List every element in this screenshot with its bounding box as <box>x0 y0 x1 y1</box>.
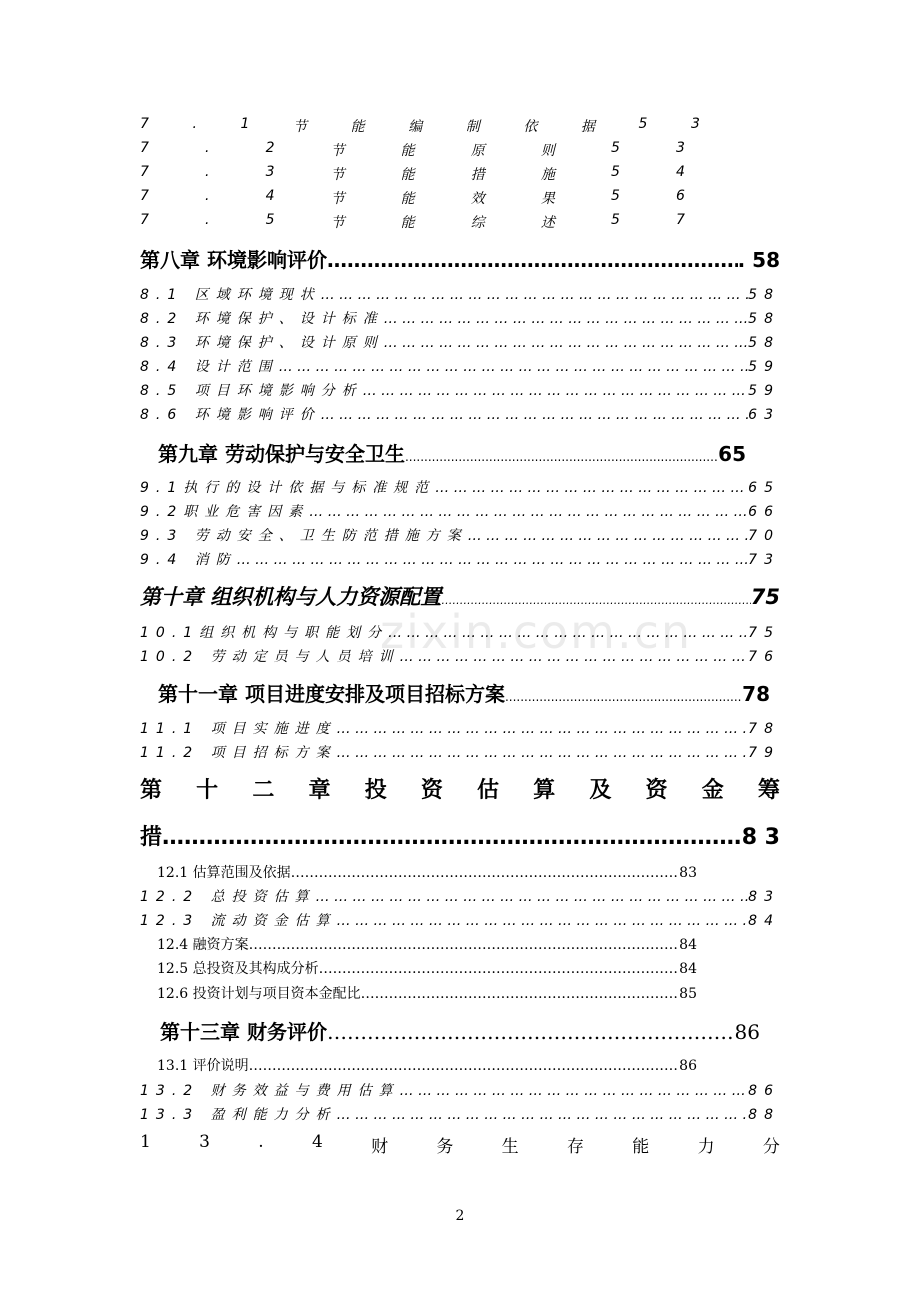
heading-char: 金 <box>701 778 724 803</box>
toc-item-page: 86 <box>748 1083 780 1099</box>
toc-item-page: 58 <box>748 335 780 351</box>
toc-item-page: 70 <box>748 528 780 544</box>
toc-char: 7 <box>140 164 149 180</box>
leader-dots <box>435 480 748 496</box>
toc-item-label: 8.5 项目环境影响分析 <box>140 383 363 399</box>
leader-dots <box>384 311 748 327</box>
toc-item-page: 84 <box>679 961 697 977</box>
toc-char: 果 <box>540 191 555 207</box>
leader-dots <box>316 889 749 905</box>
toc-item[interactable] <box>140 284 780 304</box>
toc-item-label: 9.3 劳动安全、卫生防范措施方案 <box>140 528 468 544</box>
toc-char: 原 <box>470 143 485 159</box>
toc-item-label: 13.2 财务效益与费用估算 <box>140 1083 400 1099</box>
leader-dots <box>505 682 742 706</box>
toc-item[interactable] <box>157 983 697 1003</box>
toc-item-page: 58 <box>748 311 780 327</box>
toc-item[interactable] <box>140 549 780 569</box>
toc-char: 1 <box>240 116 250 132</box>
leader-dots <box>337 721 749 737</box>
toc-char: 措 <box>470 167 485 183</box>
toc-page-digit: 7 <box>675 212 685 228</box>
toc-item-label: 12.4 融资方案 <box>157 937 249 953</box>
toc-item-label: 13.3 盈利能力分析 <box>140 1107 337 1123</box>
heading-char: 能 <box>632 1137 650 1157</box>
toc-item-label: 13.1 评价说明 <box>157 1058 249 1074</box>
chapter-page: 8 3 <box>741 825 780 850</box>
leader-dots <box>337 745 749 761</box>
leader-dots <box>309 504 748 520</box>
heading-char: 筹 <box>757 778 780 803</box>
leader-dots <box>162 825 742 850</box>
toc-item[interactable] <box>140 742 780 762</box>
leader-dots <box>337 1107 749 1123</box>
leader-dots <box>400 1083 749 1099</box>
leader-dots <box>321 287 748 303</box>
toc-item[interactable] <box>140 501 780 521</box>
leader-dots <box>363 383 748 399</box>
leader-dots <box>249 1058 680 1074</box>
toc-char: . <box>192 116 197 132</box>
toc-char: 据 <box>580 119 595 135</box>
leader-dots <box>337 913 749 929</box>
chapter-title: 第十三章 财务评价 <box>160 1020 327 1044</box>
watermark: zixin.com.cn <box>380 605 693 659</box>
toc-item[interactable] <box>140 910 780 930</box>
toc-item[interactable] <box>140 332 780 352</box>
toc-char: 能 <box>400 191 415 207</box>
heading-char: 资 <box>420 778 443 803</box>
toc-item[interactable] <box>140 1080 780 1100</box>
toc-item-page: 84 <box>748 913 780 929</box>
leader-dots <box>468 528 748 544</box>
chapter-8-heading[interactable] <box>140 244 780 273</box>
heading-char: 投 <box>364 778 387 803</box>
toc-item-page: 88 <box>748 1107 780 1123</box>
section-13-4-line[interactable] <box>140 1132 780 1157</box>
toc-item[interactable] <box>140 1104 780 1124</box>
toc-item-7-3[interactable] <box>140 164 685 184</box>
toc-char: 节 <box>330 191 345 207</box>
heading-char: . <box>258 1132 264 1152</box>
chapter-12-heading-line2[interactable] <box>140 820 780 851</box>
heading-char: 力 <box>697 1137 715 1157</box>
toc-char: 2 <box>265 140 275 156</box>
toc-item-7-2[interactable] <box>140 140 685 160</box>
toc-item-label: 12.3 流动资金估算 <box>140 913 337 929</box>
toc-page-digit: 5 <box>610 140 620 156</box>
toc-char: 7 <box>140 212 149 228</box>
toc-char: . <box>205 140 210 156</box>
heading-char: 1 <box>140 1132 151 1152</box>
toc-item[interactable] <box>140 477 780 497</box>
leader-dots <box>405 442 718 466</box>
toc-item[interactable] <box>157 1055 697 1075</box>
toc-item-label: 9.4 消防 <box>140 552 237 568</box>
toc-item-page: 73 <box>748 552 780 568</box>
toc-item-7-5[interactable] <box>140 212 685 232</box>
leader-dots <box>291 865 680 881</box>
leader-dots <box>279 359 748 375</box>
toc-char: 能 <box>400 143 415 159</box>
chapter-page: . 58 <box>737 248 780 272</box>
heading-char: 估 <box>477 778 500 803</box>
toc-item-label: 11.1 项目实施进度 <box>140 721 337 737</box>
toc-item-page: 65 <box>748 480 780 496</box>
toc-item-label: 8.2 环境保护、设计标准 <box>140 311 384 327</box>
leader-dots <box>249 937 680 953</box>
chapter-page: 75 <box>750 585 780 609</box>
toc-item[interactable] <box>140 886 780 906</box>
toc-item-page: 58 <box>748 287 780 303</box>
heading-char: 存 <box>566 1137 584 1157</box>
toc-item-label: 10.1组织机构与职能划分 <box>140 625 389 641</box>
toc-char: 效 <box>470 191 485 207</box>
toc-char: 则 <box>540 143 555 159</box>
toc-item-page: 59 <box>748 383 780 399</box>
toc-item-page: 76 <box>748 649 780 665</box>
leader-dots <box>327 1020 735 1044</box>
toc-char: 依 <box>523 119 538 135</box>
toc-char: 7 <box>140 188 149 204</box>
toc-char: 施 <box>540 167 555 183</box>
toc-page-digit: 6 <box>675 188 685 204</box>
toc-item-page: 66 <box>748 504 780 520</box>
toc-char: 7 <box>140 116 149 132</box>
toc-item-page: 86 <box>679 1058 697 1074</box>
toc-item-page: 85 <box>679 986 697 1002</box>
toc-item-page: 59 <box>748 359 780 375</box>
toc-page-digit: 5 <box>610 164 620 180</box>
chapter-title: 第九章 劳动保护与安全卫生 <box>158 442 405 466</box>
toc-item[interactable] <box>140 308 780 328</box>
leader-dots <box>327 248 738 272</box>
toc-char: 节 <box>293 119 308 135</box>
toc-item-label: 12.1 估算范围及依据 <box>157 865 291 881</box>
toc-char: 节 <box>330 215 345 231</box>
chapter-title: 第八章 环境影响评价 <box>140 248 327 272</box>
toc-char: 节 <box>330 167 345 183</box>
toc-item[interactable] <box>140 356 780 376</box>
toc-item-label: 8.6 环境影响评价 <box>140 407 321 423</box>
toc-item-page: 83 <box>679 865 697 881</box>
toc-char: 能 <box>350 119 365 135</box>
toc-page-digit: 3 <box>675 140 685 156</box>
toc-item[interactable] <box>157 862 697 882</box>
toc-item-page: 75 <box>748 625 780 641</box>
toc-item-label: 12.6 投资计划与项目资本金配比 <box>157 986 361 1002</box>
toc-char: 述 <box>540 215 555 231</box>
toc-item-label: 9.1执行的设计依据与标准规范 <box>140 480 436 496</box>
toc-item-label: 9.2职业危害因素 <box>140 504 310 520</box>
toc-char: 能 <box>400 167 415 183</box>
chapter-page: 86 <box>734 1020 760 1044</box>
toc-char: 7 <box>140 140 149 156</box>
heading-char: 第 <box>140 778 163 803</box>
toc-char: 制 <box>465 119 480 135</box>
toc-page-digit: 4 <box>675 164 685 180</box>
page-number: 2 <box>455 1208 465 1224</box>
toc-item[interactable] <box>140 525 780 545</box>
heading-char: 算 <box>533 778 556 803</box>
toc-item-label: 10.2 劳动定员与人员培训 <box>140 649 400 665</box>
toc-item-label: 12.2 总投资估算 <box>140 889 316 905</box>
toc-item-page: 83 <box>748 889 780 905</box>
leader-dots <box>321 407 748 423</box>
toc-char: . <box>205 164 210 180</box>
toc-item-label: 12.5 总投资及其构成分析 <box>157 961 319 977</box>
chapter-13-heading[interactable] <box>160 1016 760 1045</box>
toc-page-digit: 5 <box>610 212 620 228</box>
heading-char: 4 <box>311 1132 323 1152</box>
toc-page-digit: 3 <box>691 116 700 132</box>
toc-item-label: 8.3 环境保护、设计原则 <box>140 335 384 351</box>
toc-char: 综 <box>470 215 485 231</box>
heading-char: 资 <box>645 778 668 803</box>
leader-dots <box>384 335 748 351</box>
toc-char: 5 <box>265 212 275 228</box>
toc-char: 编 <box>408 119 423 135</box>
toc-char: 能 <box>400 215 415 231</box>
toc-char: 3 <box>265 164 275 180</box>
toc-item-page: 79 <box>748 745 780 761</box>
heading-char: 3 <box>199 1132 210 1152</box>
toc-item-7-1[interactable] <box>140 116 700 136</box>
chapter-title-continued: 措 <box>140 825 163 850</box>
toc-item[interactable] <box>157 934 697 954</box>
heading-char: 财 <box>371 1137 389 1157</box>
chapter-page: 65 <box>718 442 746 466</box>
toc-char: . <box>205 188 210 204</box>
chapter-11-heading[interactable] <box>158 678 770 707</box>
toc-item[interactable] <box>157 958 697 978</box>
toc-char: 节 <box>330 143 345 159</box>
chapter-12-heading-line1[interactable] <box>140 773 780 804</box>
toc-item[interactable] <box>140 718 780 738</box>
chapter-title: 第十一章 项目进度安排及项目招标方案 <box>158 682 505 706</box>
toc-page-digit: 5 <box>610 188 620 204</box>
toc-page-digit: 5 <box>638 116 648 132</box>
heading-char: 务 <box>436 1137 454 1157</box>
chapter-9-heading[interactable] <box>158 438 746 467</box>
toc-char: 4 <box>265 188 275 204</box>
heading-char: 分 <box>762 1137 780 1157</box>
heading-char: 章 <box>308 778 331 803</box>
toc-item-7-4[interactable] <box>140 188 685 208</box>
leader-dots <box>361 986 680 1002</box>
chapter-title: 第十章 组织机构与人力资源配置 <box>140 585 442 609</box>
heading-char: 二 <box>252 778 275 803</box>
toc-item-page: 63 <box>748 407 780 423</box>
toc-item-label: 8.4 设计范围 <box>140 359 279 375</box>
heading-char: 生 <box>501 1137 519 1157</box>
toc-item-page: 84 <box>679 937 697 953</box>
toc-char: . <box>205 212 210 228</box>
leader-dots <box>319 961 680 977</box>
toc-item-label: 11.2 项目招标方案 <box>140 745 337 761</box>
heading-char: 及 <box>589 778 612 803</box>
toc-item-label: 8.1 区域环境现状 <box>140 287 321 303</box>
toc-item-page: 78 <box>748 721 780 737</box>
toc-item[interactable] <box>140 380 780 400</box>
leader-dots <box>237 552 748 568</box>
chapter-page: 78 <box>742 682 770 706</box>
toc-item[interactable] <box>140 404 780 424</box>
heading-char: 十 <box>196 778 219 803</box>
